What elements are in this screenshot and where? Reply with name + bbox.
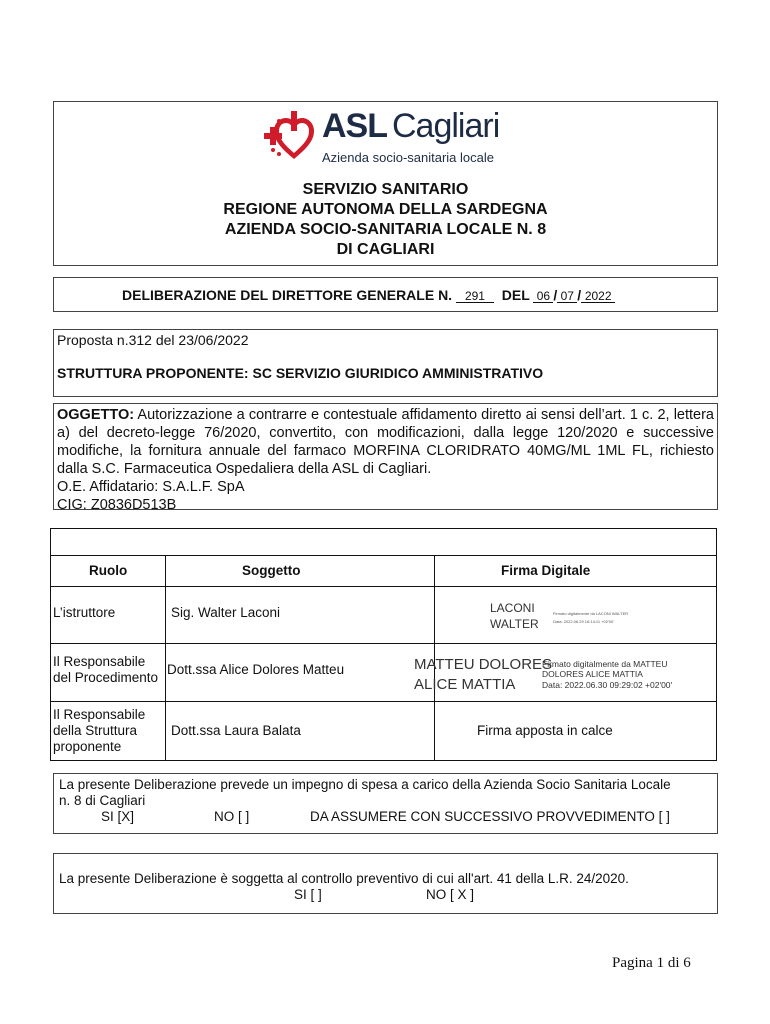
row1-signature-name-1: LACONI <box>490 601 535 615</box>
row2-signature-note-1: Firmato digitalmente da MATTEU <box>542 659 668 669</box>
oggetto-cig: CIG: Z0836D513B <box>57 497 177 513</box>
oggetto-text <box>57 406 714 514</box>
table-divider <box>51 701 716 702</box>
deliberation-month: 07 <box>557 290 577 303</box>
oggetto-body: Autorizzazione a contrarre e contestuale affidamento diretto ai sensi dell’art. 1 c. 2, lettera a) del decreto-legge 76/2020, convertito, con modificazioni, dalla legge 120/2020 e successive modifiche, la fornitura annuale del farmaco MORFINA CLORIDRATO 40MG/ML 1ML FL, richiesto dalla S.C. Farmaceutica Ospedaliera della ASL di Cagliari. <box>57 407 714 477</box>
row2-signature-name-2: ALICE MATTIA <box>414 676 516 693</box>
deliberation-line: DELIBERAZIONE DEL DIRETTORE GENERALE N. 291 DEL 06 / 07 / 2022 <box>122 287 615 303</box>
row1-ruolo: L’istruttore <box>53 605 116 620</box>
asl-heart-cross-icon <box>264 109 320 163</box>
header-box <box>53 101 718 266</box>
table-divider <box>51 555 716 556</box>
row1-signature-name-2: WALTER <box>490 617 539 631</box>
row2-ruolo-2: del Procedimento <box>53 670 159 685</box>
oggetto-box <box>53 403 718 513</box>
row1-signature-note-1: Firmato digitalmente da LACONI WALTER <box>553 611 629 616</box>
deliberation-year: 2022 <box>581 290 615 303</box>
spending-line-1: La presente Deliberazione prevede un impegno di spesa a carico della Azienda Socio Sanitaria Locale <box>59 777 671 792</box>
proposal-box <box>53 329 718 397</box>
signature-table <box>50 528 717 761</box>
row3-ruolo-1: Il Responsabile <box>53 707 146 722</box>
control-line: La presente Deliberazione è soggetta al controllo preventivo di cui all'art. 41 della L.R. 24/2020. <box>59 871 629 886</box>
header-line-2: REGIONE AUTONOMA DELLA SARDEGNA <box>223 201 548 218</box>
row3-ruolo-3: proponente <box>53 739 122 754</box>
spending-line-2: n. 8 di Cagliari <box>59 793 146 808</box>
header-line-4: DI CAGLIARI <box>336 241 435 258</box>
spending-si: SI [X] <box>101 809 135 824</box>
spending-box <box>53 773 718 834</box>
row3-soggetto: Dott.ssa Laura Balata <box>171 723 301 738</box>
page-number: Pagina 1 di 6 <box>612 955 691 971</box>
header-soggetto: Soggetto <box>242 563 301 578</box>
table-divider <box>165 555 166 761</box>
deliberation-box <box>53 277 718 312</box>
header-firma: Firma Digitale <box>501 563 591 578</box>
control-si: SI [ ] <box>294 887 322 902</box>
header-line-1: SERVIZIO SANITARIO <box>302 181 469 198</box>
control-no: NO [ X ] <box>426 887 475 902</box>
proposal-line: Proposta n.312 del 23/06/2022 <box>57 332 249 348</box>
row2-signature-note-3: Data: 2022.06.30 09:29:02 +02'00' <box>542 680 673 690</box>
row3-firma: Firma apposta in calce <box>477 723 613 738</box>
oggetto-label: OGGETTO: <box>57 407 135 423</box>
row1-soggetto: Sig. Walter Laconi <box>171 605 281 620</box>
control-box <box>53 853 718 914</box>
row2-signature-note-2: DOLORES ALICE MATTIA <box>542 669 643 679</box>
deliberation-number: 291 <box>456 290 494 303</box>
header-line-3: AZIENDA SOCIO-SANITARIA LOCALE N. 8 <box>224 221 547 238</box>
deliberation-day: 06 <box>533 290 553 303</box>
struttura-proponente: STRUTTURA PROPONENTE: SC SERVIZIO GIURIDICO AMMINISTRATIVO <box>57 365 544 381</box>
row1-signature-note-2: Data: 2022.06.29 16:14:11 +02'00' <box>553 619 614 624</box>
row3-ruolo-2: della Struttura <box>53 723 138 738</box>
logo-brand-bold: ASL <box>322 107 387 145</box>
asl-logo <box>264 107 504 165</box>
oggetto-affidatario: O.E. Affidatario: S.A.L.F. SpA <box>57 479 245 495</box>
header-ruolo: Ruolo <box>89 563 128 578</box>
deliberation-del-label: DEL <box>501 287 530 303</box>
table-divider <box>51 643 716 644</box>
row2-signature-name-1: MATTEU DOLORES <box>414 656 553 673</box>
logo-brand-light: Cagliari <box>392 107 500 145</box>
row2-ruolo-1: Il Responsabile <box>53 654 146 669</box>
header-title <box>54 180 717 260</box>
deliberation-label: DELIBERAZIONE DEL DIRETTORE GENERALE N. <box>122 287 453 303</box>
spending-no: NO [ ] <box>214 809 250 824</box>
logo-tagline: Azienda socio-sanitaria locale <box>322 150 494 165</box>
spending-da-assumere: DA ASSUMERE CON SUCCESSIVO PROVVEDIMENTO [ ] <box>310 809 670 824</box>
table-divider <box>51 586 716 587</box>
row2-soggetto: Dott.ssa Alice Dolores Matteu <box>167 662 345 677</box>
